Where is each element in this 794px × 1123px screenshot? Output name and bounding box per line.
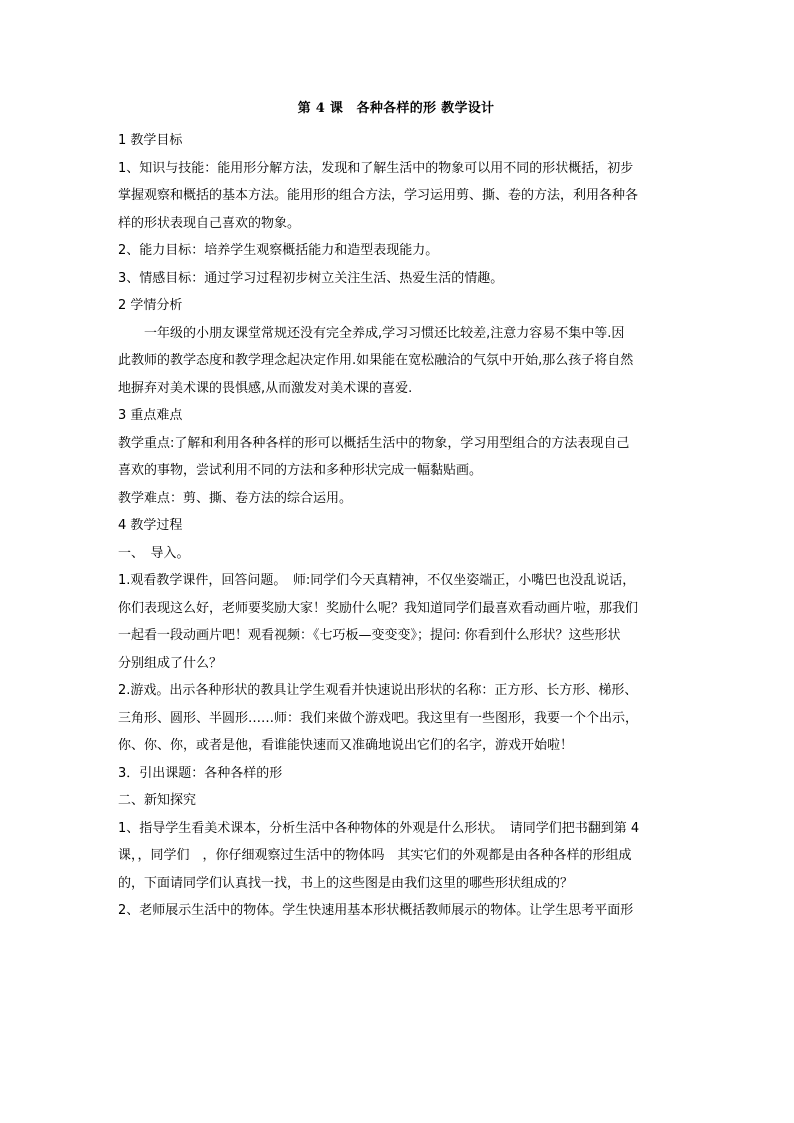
heading-teaching-process: 4 教学过程 xyxy=(118,518,183,533)
paragraph-line: 地摒弃对美术课的畏惧感,从而激发对美术课的喜爱. xyxy=(118,380,413,396)
paragraph-line: 1、知识与技能：能用形分解方法，发现和了解生活中的物象可以用不同的形状概括，初步 xyxy=(118,160,634,176)
paragraph-line: 分别组成了什么？ xyxy=(118,655,223,671)
paragraph-line: 的，下面请同学们认真找一找，书上的这些图是由我们这里的哪些形状组成的？ xyxy=(118,875,574,891)
paragraph-line: 课，，同学们 ，你仔细观察过生活中的物体吗 其实它们的外观都是由各种各样的形组成 xyxy=(118,848,632,863)
paragraph-line: 教学重点:了解和利用各种各样的形可以概括生活中的物象，学习用型组合的方法表现自己 xyxy=(118,435,630,451)
paragraph-line: 一起看一段动画片吧！观看视频：《七巧板—变变变》；提问: 你看到什么形状？这些形状 xyxy=(118,628,621,643)
paragraph-line: 2、能力目标：培养学生观察概括能力和造型表现能力。 xyxy=(118,243,439,258)
paragraph-line: 你、你、你，或者是他，看谁能快速而又准确地说出它们的名字，游戏开始啦！ xyxy=(118,738,574,753)
document-title: 第 4 课 各种各样的形 教学设计 xyxy=(297,101,495,116)
paragraph-line: 一年级的小朋友课堂常规还没有完全养成,学习习惯还比较差,注意力容易不集中等.因 xyxy=(144,325,625,341)
paragraph-line: 2、老师展示生活中的物体。学生快速用基本形状概括教师展示的物体。让学生思考平面形 xyxy=(118,903,634,918)
paragraph-line: 3、情感目标：通过学习过程初步树立关注生活、热爱生活的情趣。 xyxy=(118,270,504,286)
paragraph-line: 此教师的教学态度和教学理念起决定作用.如果能在宽松融洽的气氛中开始,那么孩子将自然 xyxy=(118,353,634,368)
heading-teaching-goals: 1 教学目标 xyxy=(118,133,183,148)
heading-student-analysis: 2 学情分析 xyxy=(118,298,183,313)
paragraph-line: 1.观看教学课件，回答问题。 师:同学们今天真精神，不仅坐姿端正，小嘴巴也没乱说话， xyxy=(118,573,636,588)
heading-key-points: 3 重点难点 xyxy=(118,408,183,423)
document-page xyxy=(118,100,674,925)
paragraph-line: 三角形、圆形、半圆形……师：我们来做个游戏吧。我这里有一些图形，我要一个个出示， xyxy=(118,710,639,726)
paragraph-line: 3．引出课题：各种各样的形 xyxy=(118,765,283,781)
paragraph-line: 你们表现这么好，老师要奖励大家！奖励什么呢？我知道同学们最喜欢看动画片啦，那我们 xyxy=(118,600,639,616)
subheading-new-knowledge: 二、新知探究 xyxy=(118,793,197,808)
paragraph-line: 2.游戏。出示各种形状的教具让学生观看并快速说出形状的名称：正方形、长方形、梯形、 xyxy=(118,683,638,698)
paragraph-line: 1、指导学生看美术课本，分析生活中各种物体的外观是什么形状。 请同学们把书翻到第 4 xyxy=(118,820,640,836)
paragraph-line: 教学难点：剪、撕、卷方法的综合运用。 xyxy=(118,490,353,506)
subheading-intro: 一、 导入。 xyxy=(118,545,190,561)
paragraph-line: 喜欢的事物，尝试利用不同的方法和多种形状完成一幅黏贴画。 xyxy=(118,463,483,478)
paragraph-line: 掌握观察和概括的基本方法。能用形的组合方法，学习运用剪、撕、卷的方法，利用各种各 xyxy=(118,188,639,203)
paragraph-line: 样的形状表现自己喜欢的物象。 xyxy=(118,215,301,231)
